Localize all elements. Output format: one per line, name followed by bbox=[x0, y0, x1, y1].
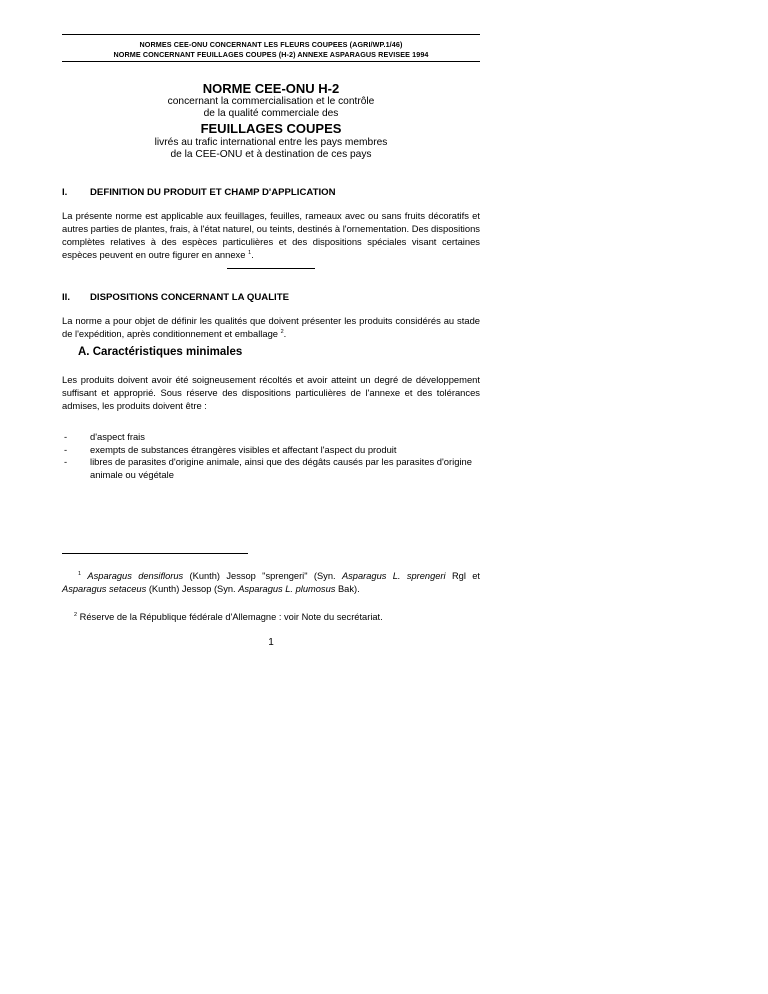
standard-title: NORME CEE-ONU H-2 bbox=[202, 81, 340, 96]
header-line-2: NORME CONCERNANT FEUILLAGES COUPES (H-2) ANNEXE ASPARAGUS REVISEE 1994 bbox=[113, 50, 429, 59]
section-1-number: I. bbox=[62, 187, 68, 198]
title-subline-2: de la qualité commerciale des bbox=[203, 108, 339, 119]
page-number: 1 bbox=[268, 637, 274, 648]
list-item: - exempts de substances étrangères visibles et affectant l'aspect du produit bbox=[64, 443, 397, 455]
section-2-number: II. bbox=[62, 292, 70, 303]
header-bottom-rule bbox=[62, 61, 480, 62]
subsection-a-paragraph: Les produits doivent avoir été soigneusement récoltés et avoir atteint un degré de développement suffisant et approprié. Sous réserve des dispositions particulières de l'annexe et des tolérances admises, les produits doivent être : bbox=[62, 374, 480, 411]
list-item: - d'aspect frais bbox=[64, 431, 145, 442]
title-subline-3: livrés au trafic international entre les pays membres bbox=[154, 137, 388, 148]
footnote-ref-1: 1 bbox=[248, 249, 252, 256]
footnote-separator bbox=[62, 553, 248, 554]
title-subline-4: de la CEE-ONU et à destination de ces pays bbox=[170, 149, 372, 160]
section-2-title: DISPOSITIONS CONCERNANT LA QUALITE bbox=[90, 292, 289, 303]
footnote-ref-2: 2 bbox=[280, 328, 284, 335]
section-separator bbox=[227, 268, 315, 269]
header-top-rule bbox=[62, 34, 480, 35]
section-1-paragraph: La présente norme est applicable aux feuillages, feuilles, rameaux avec ou sans fruits décoratifs et autres parties de plantes, frais, à l'état naturel, ou teints, destinés à l'ornementation. Des dispositions complètes relatives à des espèces particulières et des dispositions spéciales visant certaines espèces peuvent en outre figurer en annexe $^1$. bbox=[62, 210, 480, 260]
section-2-paragraph: La norme a pour objet de définir les qualités que doivent présenter les produits considérés au stade de l'expédition, après conditionnement et emballage $^2$. bbox=[62, 315, 480, 339]
footnote-1: $^1$ Asparagus densiflorus (Kunth) Jessop "sprengeri" (Syn. Asparagus L. sprengeri Rgl et Asparagus setaceus (Kunth) Jessop (Syn. Asparagus L. plumosus Bak). bbox=[62, 570, 480, 594]
subsection-a-heading: A. Caractéristiques minimales bbox=[78, 346, 243, 358]
list-item: - libres de parasites d'origine animale, ainsi que des dégâts causés par les parasites d'origine animale ou végétale bbox=[64, 456, 472, 480]
header-line-1: NORMES CEE-ONU CONCERNANT LES FLEURS COUPEES (AGRI/WP.1/46) bbox=[139, 40, 403, 49]
section-1-title: DEFINITION DU PRODUIT ET CHAMP D'APPLICATION bbox=[90, 187, 336, 198]
footnote-2: $^2$ Réserve de la République fédérale d'Allemagne : voir Note du secrétariat. bbox=[74, 611, 383, 622]
title-subline-1: concernant la commercialisation et le contrôle bbox=[167, 96, 375, 107]
minimum-requirements-list bbox=[62, 431, 480, 481]
product-title: FEUILLAGES COUPES bbox=[200, 121, 342, 136]
